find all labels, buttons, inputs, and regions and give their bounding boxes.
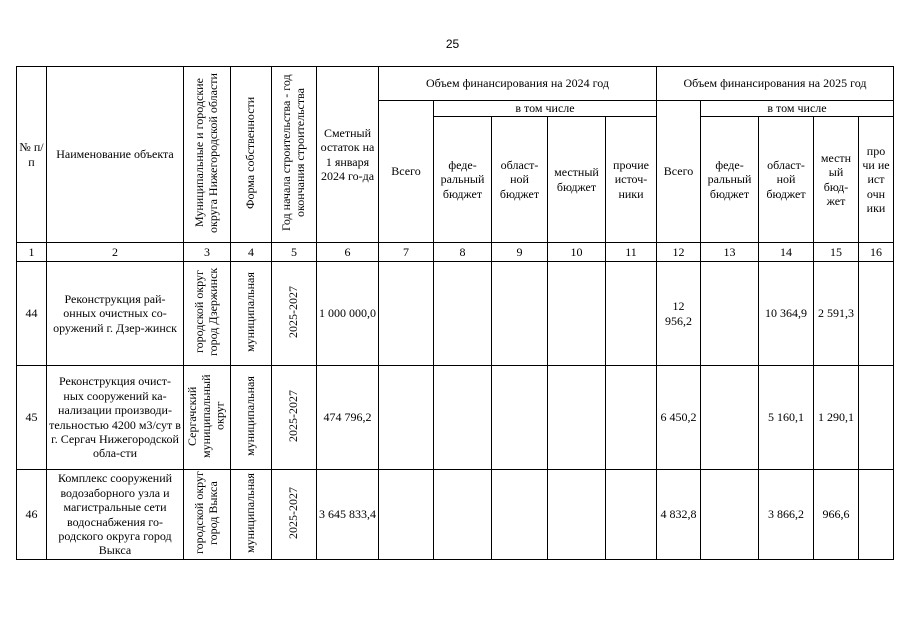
header-local-2024: местный бюджет <box>548 117 606 243</box>
row-remainder: 1 000 000,0 <box>317 262 379 366</box>
row-ownership <box>231 262 272 366</box>
row-total-2025: 6 450,2 <box>657 366 701 470</box>
header-fin-2024: Объем финансирования на 2024 год <box>379 67 657 101</box>
row-other-2024 <box>606 262 657 366</box>
header-regional-2024: област-ной бюджет <box>492 117 548 243</box>
header-num: № п/п <box>17 67 47 243</box>
header-federal-2025: феде-ральный бюджет <box>701 117 759 243</box>
column-number: 8 <box>434 243 492 262</box>
column-number: 16 <box>859 243 894 262</box>
header-incl-2025: в том числе <box>701 101 894 117</box>
row-ownership-text: муниципальная <box>243 375 258 456</box>
column-number: 2 <box>47 243 184 262</box>
column-number: 14 <box>759 243 814 262</box>
row-federal-2024 <box>434 262 492 366</box>
table-row <box>17 262 894 366</box>
column-number: 9 <box>492 243 548 262</box>
column-number: 5 <box>272 243 317 262</box>
row-remainder: 3 645 833,4 <box>317 470 379 560</box>
row-regional-2024 <box>492 366 548 470</box>
row-local-2025: 2 591,3 <box>814 262 859 366</box>
header-years-text: Год начала строительства - год окончания строительства <box>279 74 307 232</box>
header-municipality <box>184 67 231 243</box>
row-municipality-text: Сергачский муниципальный округ <box>185 374 227 458</box>
row-total-2025: 12 956,2 <box>657 262 701 366</box>
row-num: 46 <box>17 470 47 560</box>
header-total-2025: Всего <box>657 101 701 243</box>
column-number: 12 <box>657 243 701 262</box>
header-fin-2025: Объем финансирования на 2025 год <box>657 67 894 101</box>
row-regional-2024 <box>492 262 548 366</box>
row-ownership <box>231 366 272 470</box>
row-local-2024 <box>548 262 606 366</box>
header-federal-2024: феде-ральный бюджет <box>434 117 492 243</box>
row-municipality <box>184 470 231 560</box>
row-federal-2025 <box>701 366 759 470</box>
page-number: 25 <box>445 37 460 51</box>
row-local-2024 <box>548 366 606 470</box>
header-name: Наименование объекта <box>47 67 184 243</box>
row-regional-2025: 3 866,2 <box>759 470 814 560</box>
row-other-2024 <box>606 366 657 470</box>
table-row <box>17 366 894 470</box>
row-regional-2025: 10 364,9 <box>759 262 814 366</box>
header-regional-2025: област-ной бюджет <box>759 117 814 243</box>
row-other-2025 <box>859 366 894 470</box>
column-number: 1 <box>17 243 47 262</box>
row-num: 45 <box>17 366 47 470</box>
column-number: 4 <box>231 243 272 262</box>
row-total-2025: 4 832,8 <box>657 470 701 560</box>
header-remainder: Сметный остаток на 1 января 2024 го-да <box>317 67 379 243</box>
row-other-2025 <box>859 470 894 560</box>
row-federal-2024 <box>434 470 492 560</box>
row-regional-2025: 5 160,1 <box>759 366 814 470</box>
column-number: 13 <box>701 243 759 262</box>
row-ownership-text: муниципальная <box>243 472 258 553</box>
header-municipality-text: Муниципальные и городские округа Нижегородской области <box>192 72 220 233</box>
column-number: 15 <box>814 243 859 262</box>
row-name: Комплекс сооружений водозаборного узла и магистральные сети водоснабжения го-родского округа город Выкса <box>47 470 184 560</box>
row-municipality-text: городской округ город Выкса <box>192 471 220 555</box>
row-total-2024 <box>379 470 434 560</box>
row-other-2024 <box>606 470 657 560</box>
row-years <box>272 470 317 560</box>
financing-table <box>16 66 894 560</box>
row-federal-2025 <box>701 470 759 560</box>
row-years-text: 2025-2027 <box>286 285 301 338</box>
column-number: 10 <box>548 243 606 262</box>
header-other-2025: про чи ие ист очн ики <box>859 117 894 243</box>
header-row-1 <box>17 67 894 101</box>
row-remainder: 474 796,2 <box>317 366 379 470</box>
row-municipality-text: городской округ город Дзержинск <box>192 267 220 356</box>
row-name: Реконструкция рай-онных очистных со-оружений г. Дзер-жинск <box>47 262 184 366</box>
row-regional-2024 <box>492 470 548 560</box>
header-years <box>272 67 317 243</box>
row-name: Реконструкция очист-ных сооружений ка-нализации производи-тельностью 4200 м3/сут в г. Сергач Нижегородской обла-сти <box>47 366 184 470</box>
column-number: 7 <box>379 243 434 262</box>
row-local-2024 <box>548 470 606 560</box>
header-other-2024: прочие источ-ники <box>606 117 657 243</box>
row-ownership-text: муниципальная <box>243 271 258 352</box>
header-local-2025: местн ый бюд-жет <box>814 117 859 243</box>
column-number-row <box>17 243 894 262</box>
row-years <box>272 262 317 366</box>
row-years-text: 2025-2027 <box>286 389 301 442</box>
row-federal-2024 <box>434 366 492 470</box>
row-num: 44 <box>17 262 47 366</box>
column-number: 11 <box>606 243 657 262</box>
row-ownership <box>231 470 272 560</box>
row-years <box>272 366 317 470</box>
column-number: 6 <box>317 243 379 262</box>
row-years-text: 2025-2027 <box>286 486 301 539</box>
row-other-2025 <box>859 262 894 366</box>
column-number: 3 <box>184 243 231 262</box>
header-ownership-text: Форма собственности <box>243 96 258 209</box>
row-federal-2025 <box>701 262 759 366</box>
row-municipality <box>184 262 231 366</box>
row-local-2025: 1 290,1 <box>814 366 859 470</box>
row-local-2025: 966,6 <box>814 470 859 560</box>
row-total-2024 <box>379 366 434 470</box>
header-ownership <box>231 67 272 243</box>
header-incl-2024: в том числе <box>434 101 657 117</box>
row-municipality <box>184 366 231 470</box>
row-total-2024 <box>379 262 434 366</box>
header-total-2024: Всего <box>379 101 434 243</box>
table-row <box>17 470 894 560</box>
